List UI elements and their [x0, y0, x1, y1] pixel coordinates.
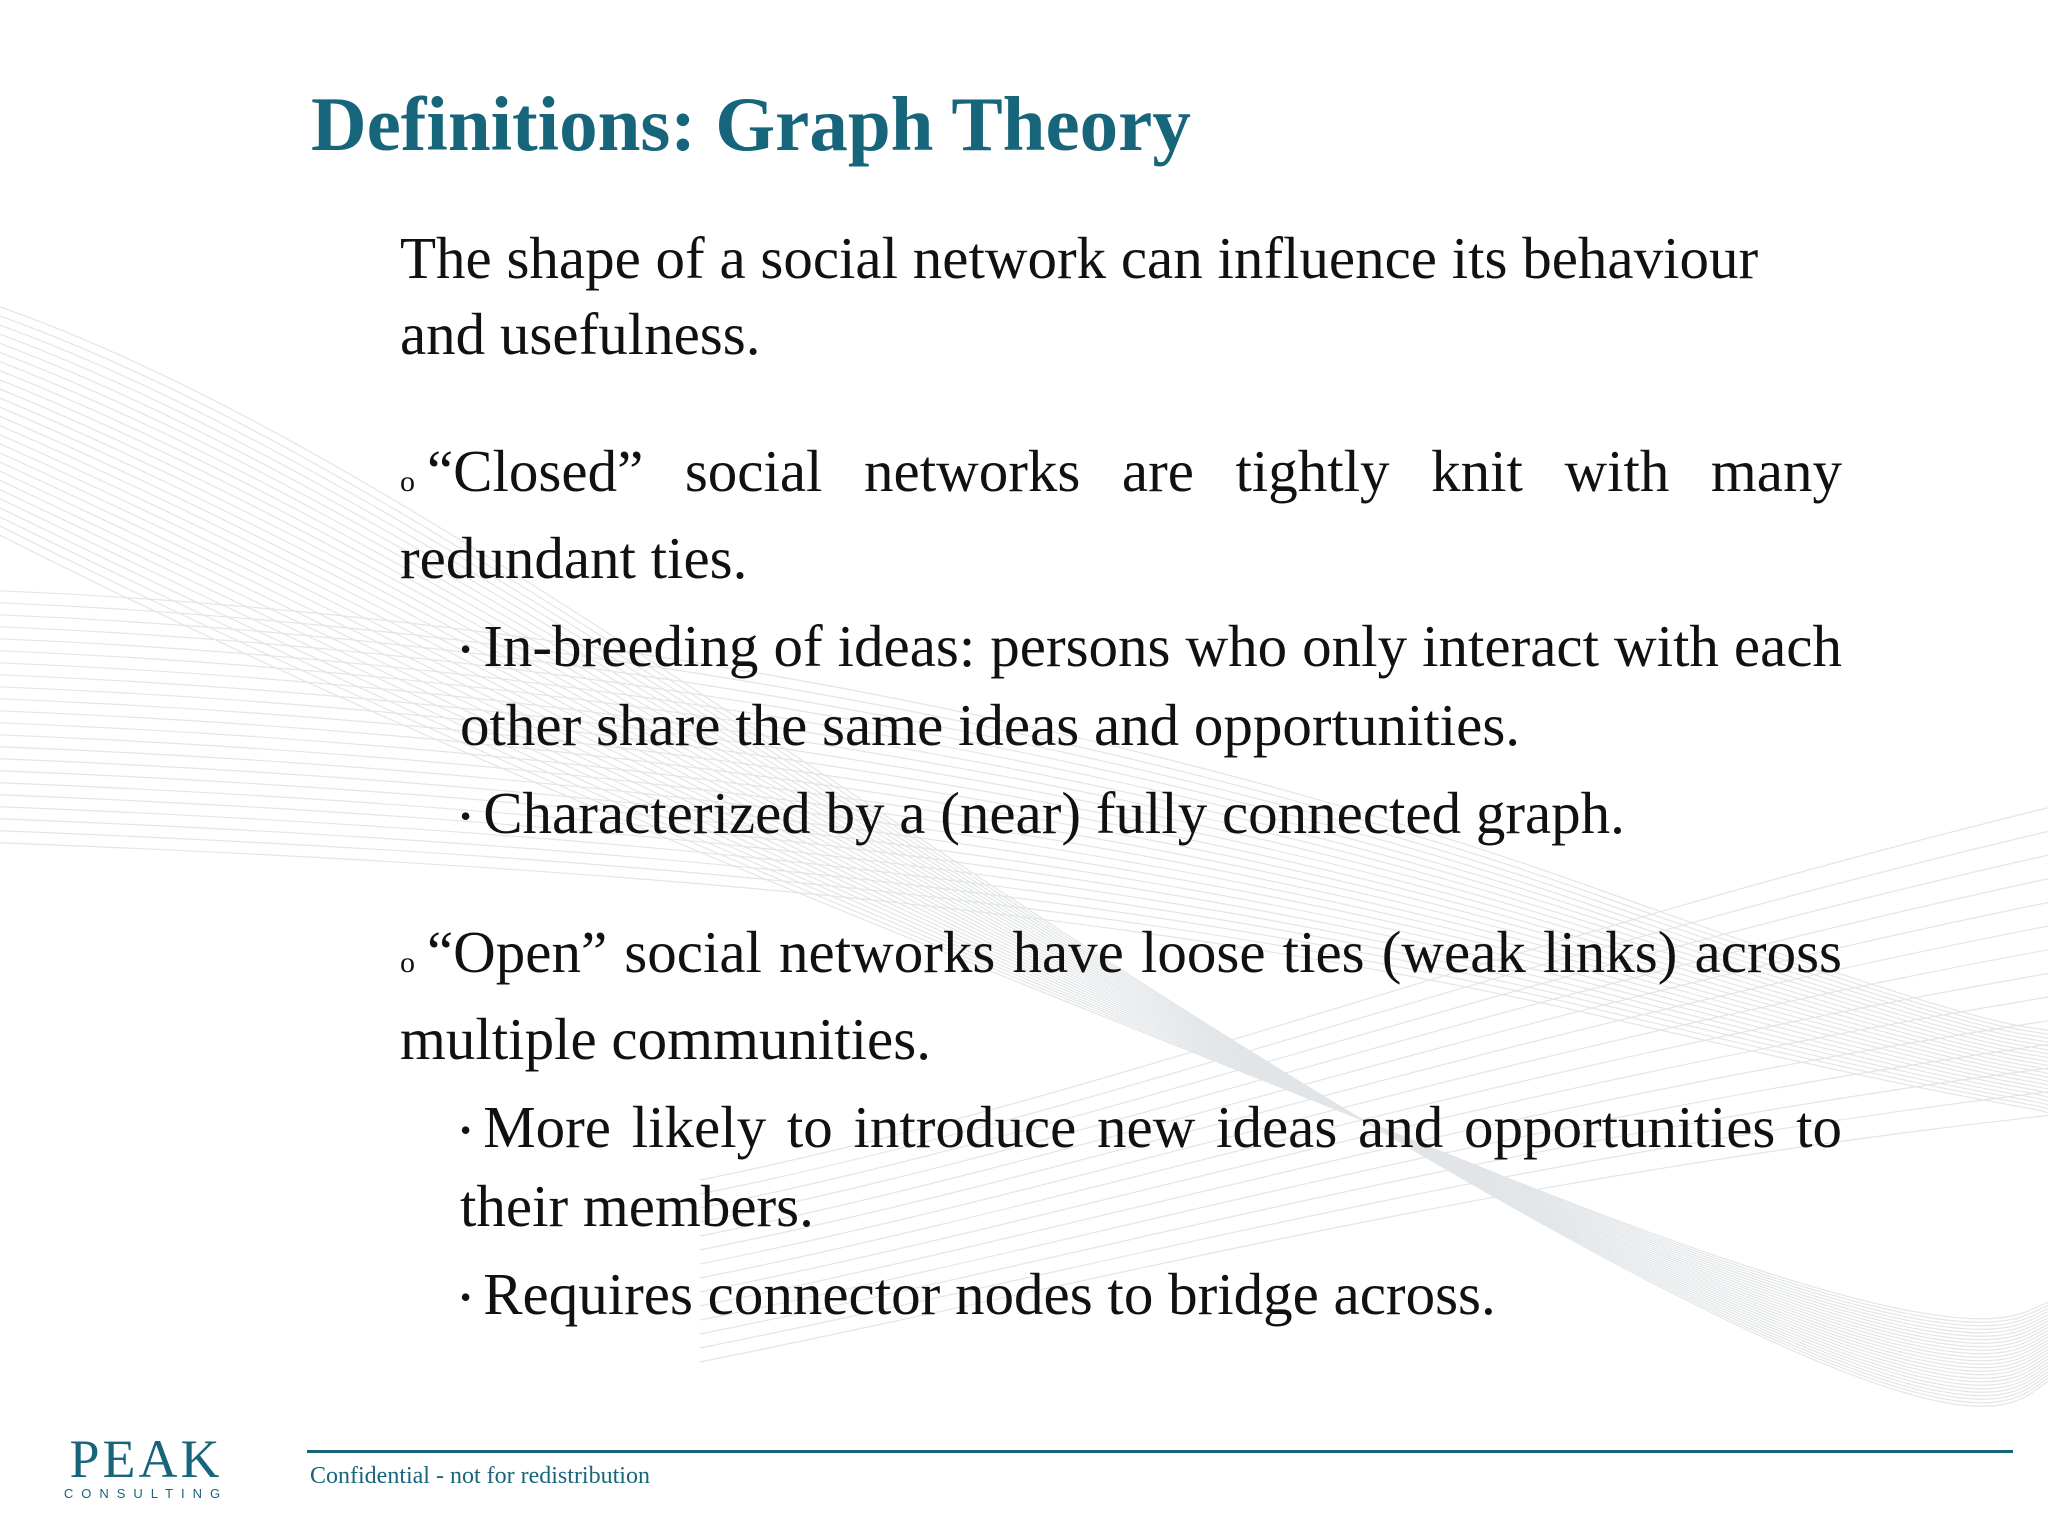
sub-bullet: [400, 1089, 1842, 1244]
section-text: “Open” social networks have loose ties (weak links) across multiple communities.: [400, 919, 1842, 1072]
hollow-circle-bullet-icon: o: [400, 465, 415, 498]
bullet-dot-icon: •: [460, 1279, 472, 1315]
sub-bullet-text: Requires connector nodes to bridge across.: [483, 1261, 1496, 1327]
footer-divider: [307, 1450, 2013, 1453]
sub-bullet-text: In-breeding of ideas: persons who only interact with each other share the same ideas and opportunities.: [460, 613, 1842, 758]
slide-title: Definitions: Graph Theory: [311, 81, 1191, 167]
section-open-networks: [400, 914, 1842, 1077]
sub-bullet: [400, 775, 1842, 854]
bullet-dot-icon: •: [460, 1112, 472, 1148]
bullet-dot-icon: •: [460, 631, 472, 667]
slide-body: [400, 220, 1842, 1335]
sub-bullet-text: Characterized by a (near) fully connected graph.: [483, 780, 1625, 846]
section-closed-networks: [400, 433, 1842, 596]
peak-consulting-logo: [56, 1429, 236, 1504]
sub-bullet: [400, 1256, 1842, 1335]
sub-bullet: [400, 608, 1842, 763]
confidential-notice: Confidential - not for redistribution: [310, 1463, 650, 1489]
section-text: “Closed” social networks are tightly knit with many redundant ties.: [400, 438, 1842, 591]
logo-subtitle: CONSULTING: [63, 1486, 229, 1501]
bullet-dot-icon: •: [460, 798, 472, 834]
sub-bullet-text: More likely to introduce new ideas and opportunities to their members.: [460, 1094, 1842, 1239]
hollow-circle-bullet-icon: o: [400, 946, 415, 979]
intro-paragraph: The shape of a social network can influence its behaviour and usefulness.: [400, 225, 1759, 367]
logo-wordmark: PEAK: [69, 1429, 223, 1489]
